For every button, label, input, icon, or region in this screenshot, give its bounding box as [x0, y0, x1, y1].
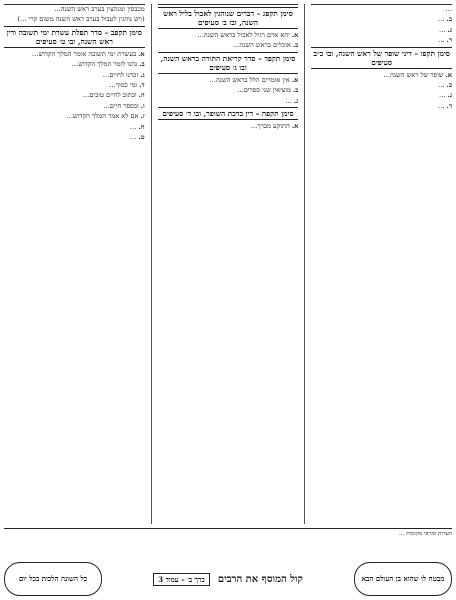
paragraph-text: ומי כמוך…: [109, 81, 138, 90]
paragraph-number: א.: [445, 70, 453, 79]
paragraph-number: ג.: [447, 91, 453, 100]
paragraph-text: שופר של ראש השנה…: [383, 70, 444, 79]
paragraph-text: …: [129, 133, 137, 142]
paragraph-number: ג.: [293, 96, 299, 105]
paragraph: [158, 41, 299, 49]
paragraph: [311, 26, 452, 34]
chapter-heading: סימן תקפו – דיני שופר של ראש השנה, ובו כ״ב סעיפים: [311, 47, 452, 69]
paragraph-number: ב.: [292, 86, 299, 95]
paragraph-number: ז.: [140, 112, 145, 121]
paragraph: [311, 81, 452, 89]
column-middle: [158, 4, 299, 524]
paragraph: [4, 133, 145, 141]
paragraph: [4, 71, 145, 79]
paragraph-text: וכתוב לחיים טובים…: [82, 91, 137, 100]
text-columns: [4, 4, 452, 524]
paragraph: [4, 60, 145, 68]
chapter-heading: סימן תקפה – דין ברכת השופר, ובו ד׳ סעיפים: [158, 107, 299, 120]
paragraph-number: ד.: [446, 36, 453, 45]
paragraph-text: …: [437, 15, 445, 24]
paragraph: [311, 102, 452, 110]
paragraph-number: ו.: [140, 101, 145, 110]
page-footer: [4, 528, 452, 596]
logo-badge-left: מבטח לו שהוא בן העולם הבא: [354, 562, 452, 596]
paragraph-text: (ויש נוהגין לטבול בערב ראש השנה משום קרי …): [17, 15, 145, 24]
paragraph-number: ט.: [138, 133, 145, 142]
page-tag: כרך ב׳ – עמוד 3: [153, 573, 210, 586]
paragraph: [158, 97, 299, 105]
paragraph-number: ב.: [292, 41, 299, 50]
paragraph-text: מוציאין שני ספרים…: [237, 86, 291, 95]
paragraph: [4, 15, 145, 23]
paragraph-number: ה.: [138, 91, 145, 100]
paragraph: [4, 102, 145, 110]
chapter-heading: סימן תקפד – סדר קריאת התורה בראש השנה, ובו ג׳ סעיפים: [158, 52, 299, 74]
column-separator: [304, 4, 305, 524]
paragraph: [158, 122, 299, 130]
column-right: [4, 4, 145, 524]
paragraph-text: יהא אדם רגיל לאכול בראש השנה…: [197, 31, 290, 39]
logo-badge-right: כל השונה הלכות בכל יום: [4, 562, 102, 596]
paragraph: [158, 31, 299, 39]
chapter-heading: סימן תקפב – סדר תפלת עשרת ימי תשובה ודין ראש השנה, ובו ט׳ סעיפים: [4, 26, 145, 48]
bottom-bar: [4, 562, 452, 596]
paragraph: [4, 123, 145, 131]
paragraph-text: נהגו לומר המלך הקדוש…: [71, 60, 138, 69]
paragraph-text: …: [445, 5, 453, 13]
paragraph-number: ד.: [139, 81, 145, 90]
paragraph: [4, 91, 145, 99]
paragraph-text: …: [437, 81, 445, 90]
paragraph: [158, 76, 299, 84]
paragraph-number: ב.: [139, 60, 145, 69]
paragraph: [311, 15, 452, 23]
paragraph-number: ב.: [446, 81, 453, 90]
paragraph-text: התוקע מברך…: [250, 122, 290, 131]
paragraph: [4, 5, 145, 13]
paragraph-text: …: [438, 25, 446, 34]
paragraph-text: …: [285, 96, 292, 105]
paragraph-text: אוכלים בראש השנה…: [232, 41, 291, 50]
paragraph: [311, 71, 452, 79]
paragraph-number: א.: [291, 122, 299, 131]
paragraph-text: בעשרת ימי תשובה אומר המלך הקדוש…: [31, 49, 137, 58]
column-separator: [151, 4, 152, 524]
paragraph-text: זכרנו לחיים…: [102, 70, 139, 79]
running-title: [102, 573, 354, 586]
chapter-heading: סימן תקפג – דברים שנוהגין לאכול בליל ראש השנה, ובו ב׳ סעיפים: [158, 7, 299, 29]
paragraph: [4, 112, 145, 120]
paragraph: [311, 36, 452, 44]
paragraph-text: אם לא אמר המלך הקדוש…: [66, 112, 139, 121]
paragraph-number: א.: [138, 49, 145, 58]
paragraph-text: ובספר חיים…: [103, 101, 139, 110]
paragraph-number: ג.: [140, 70, 145, 79]
footnote-block: הערות ומראי מקומות …: [4, 528, 452, 561]
paragraph-text: מכבסין ומגהצין בערב ראש השנה…: [54, 5, 145, 13]
paragraph-text: …: [129, 122, 137, 131]
column-left: [311, 4, 452, 524]
paragraph-number: א.: [291, 31, 299, 39]
paragraph-number: ח.: [138, 122, 145, 131]
paragraph: [158, 86, 299, 94]
paragraph: [311, 5, 452, 13]
paragraph-number: א.: [291, 75, 299, 84]
paragraph: [4, 81, 145, 89]
paragraph-text: …: [437, 101, 445, 110]
paragraph-text: …: [437, 36, 445, 45]
paragraph-number: ג.: [447, 25, 453, 34]
paragraph-number: ד.: [446, 101, 453, 110]
running-title-text: קול המוסף את הרבים: [217, 573, 303, 585]
paragraph-number: ב.: [446, 15, 453, 24]
paragraph: [311, 91, 452, 99]
paragraph-text: אין אומרים הלל בראש השנה…: [209, 75, 290, 84]
paragraph-text: …: [438, 91, 446, 100]
paragraph: [4, 50, 145, 58]
